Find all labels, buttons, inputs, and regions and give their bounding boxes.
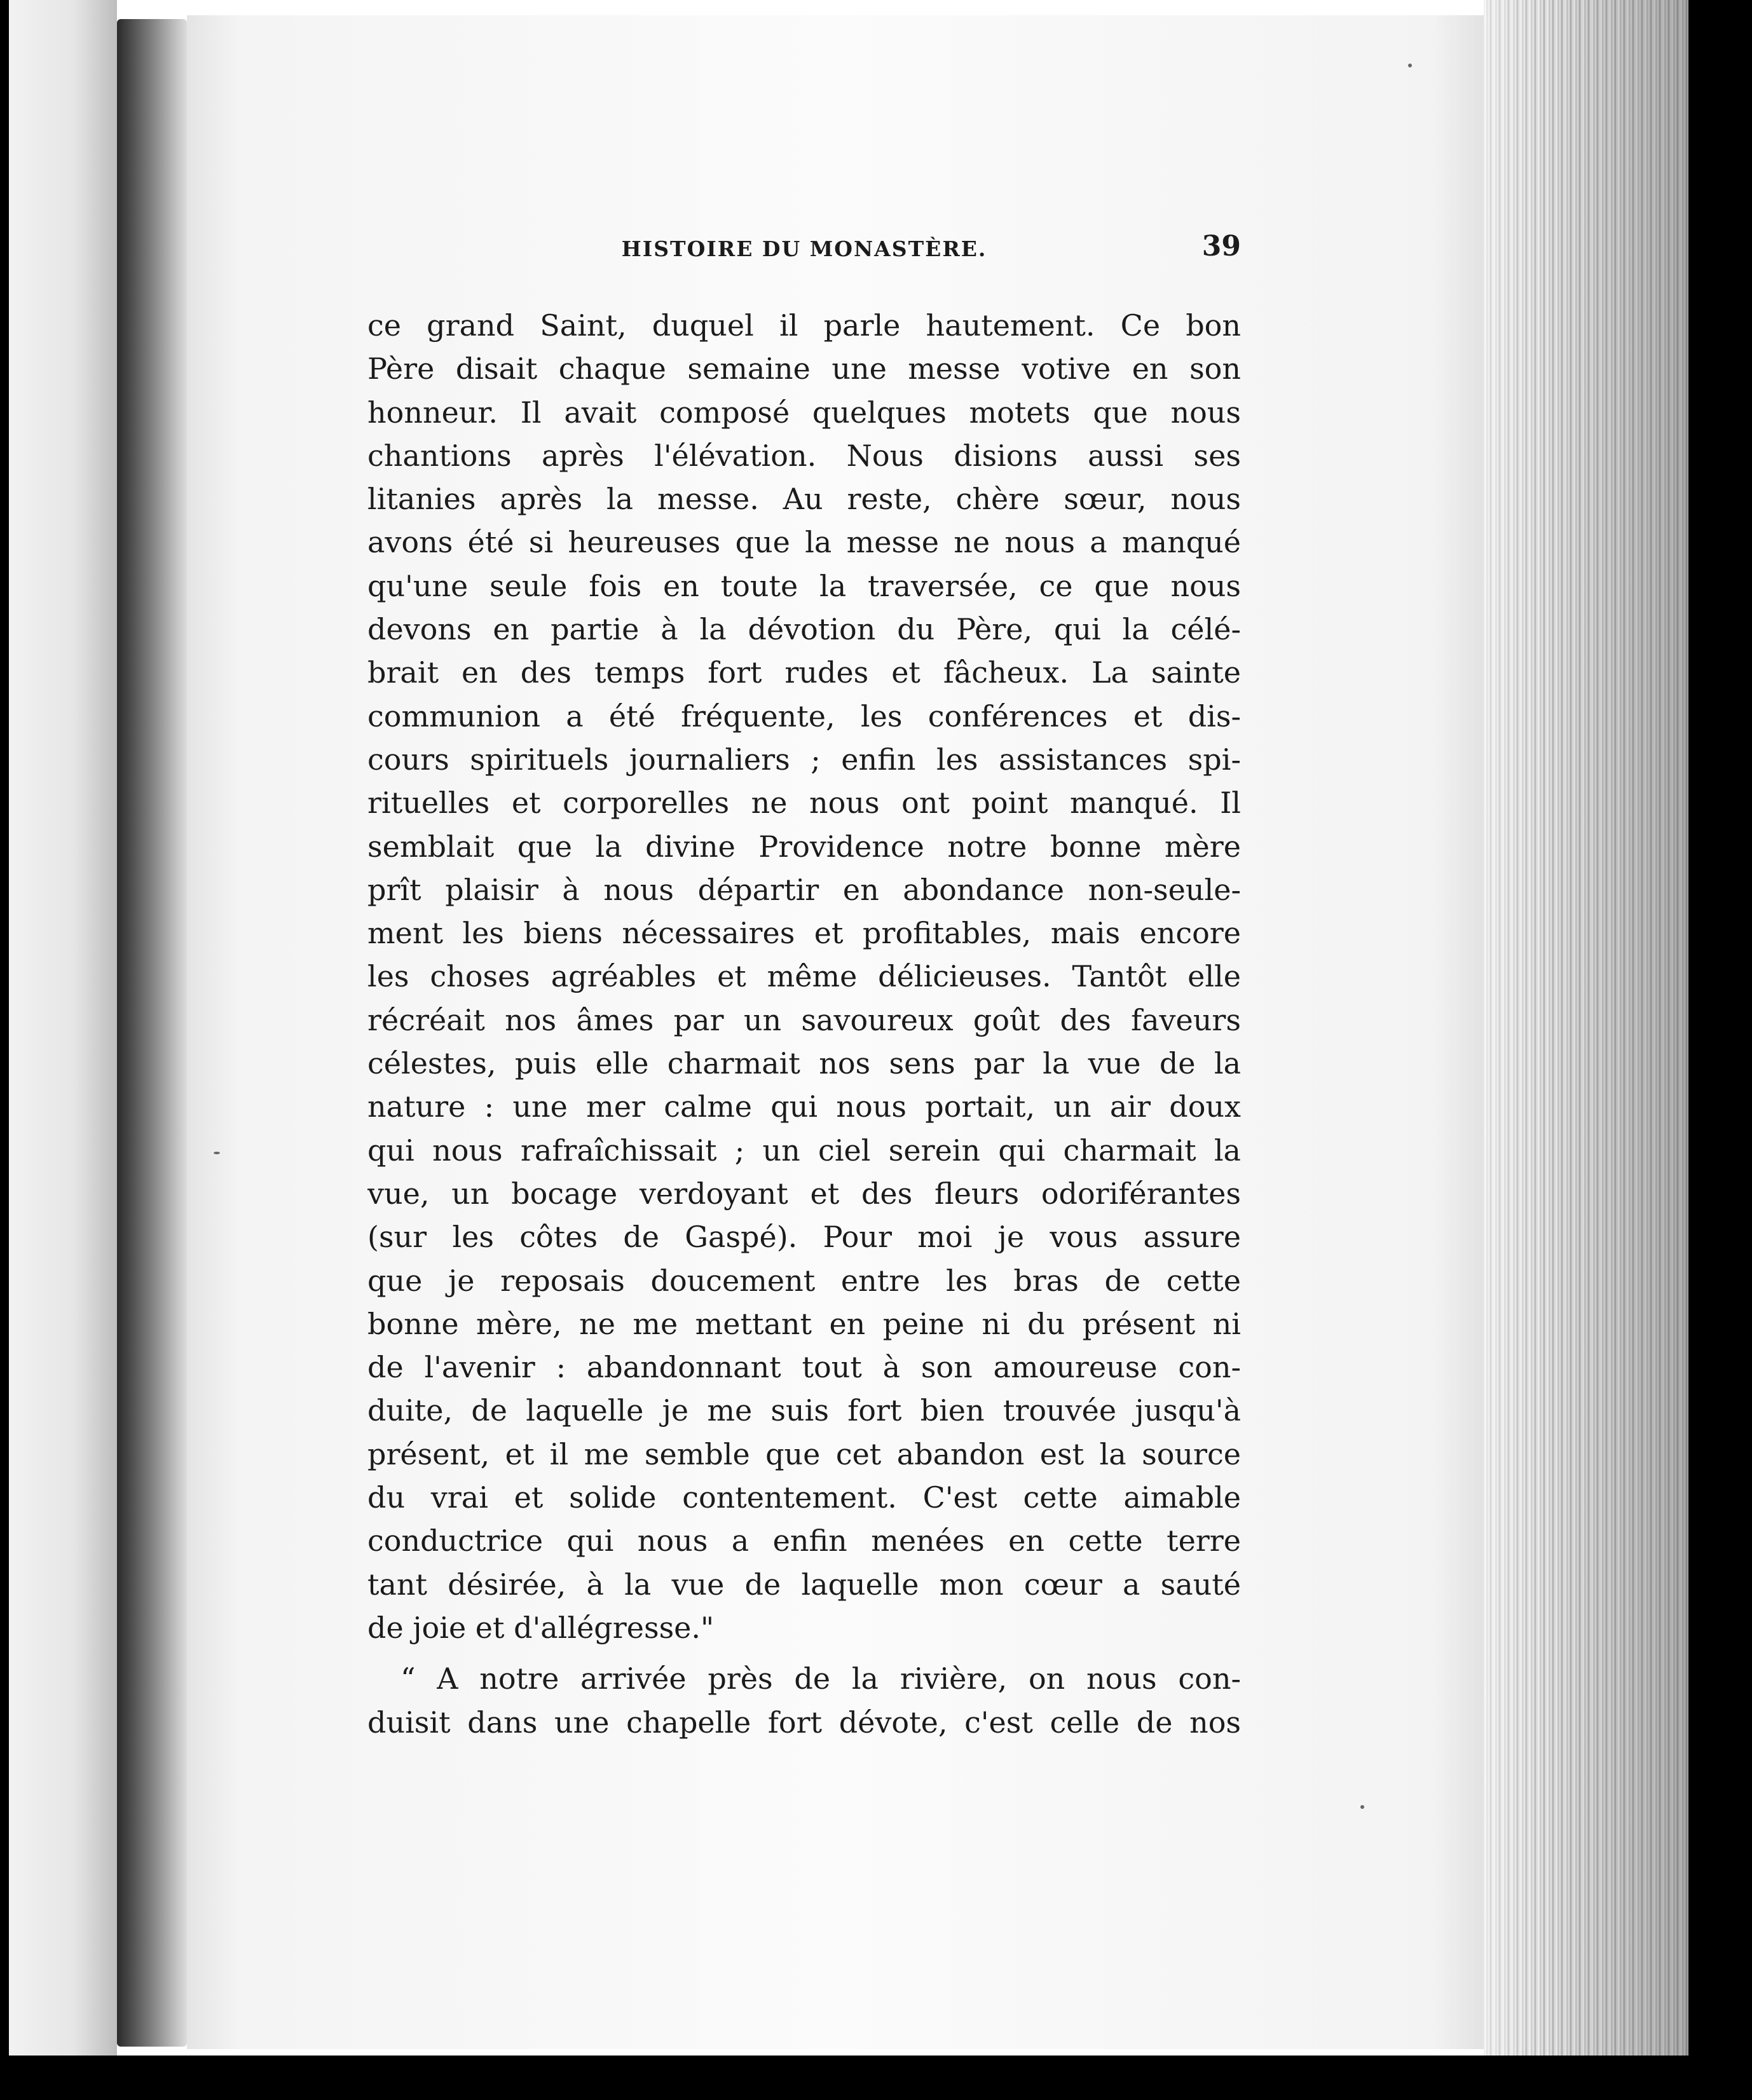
text-line: conductrice qui nous a enfin menées en cette terre [367,1524,1241,1558]
scan-speck [1360,1805,1364,1809]
page-number: 39 [1201,230,1241,262]
text-line: semblait que la divine Providence notre bonne mère [367,829,1241,864]
text-line: récréait nos âmes par un savoureux goût des faveurs [367,1002,1241,1037]
paragraph-2 [367,1657,1241,1744]
text-line: les choses agréables et même délicieuses. Tantôt elle [367,959,1241,994]
page-block-edges [1484,0,1688,2056]
text-line: présent, et il me semble que cet abandon est la source [367,1436,1241,1471]
film-border-left [0,0,9,2100]
text-line: ment les biens nécessaires et profitables, mais encore [367,916,1241,951]
text-line: honneur. Il avait composé quelques motets que nous [367,395,1241,430]
text-line: duisit dans une chapelle fort dévote, c'est celle de nos [367,1705,1241,1740]
running-head [367,230,1241,266]
text-line: qu'une seule fois en toute la traversée, ce que nous [367,568,1241,603]
text-line: rituelles et corporelles ne nous ont point manqué. Il [367,786,1241,821]
text-line: que je reposais doucement entre les bras de cette [367,1263,1241,1298]
text-line: ce grand Saint, duquel il parle hautement. Ce bon [367,308,1241,343]
text-line: nature : une mer calme qui nous portait, un air doux [367,1089,1241,1124]
text-block [367,230,1241,1744]
text-line: vue, un bocage verdoyant et des fleurs odoriférantes [367,1176,1241,1211]
text-line: qui nous rafraîchissait ; un ciel serein qui charmait la [367,1133,1241,1168]
text-line: brait en des temps fort rudes et fâcheux. La sainte [367,655,1241,690]
facing-page-edge [9,0,117,2056]
scan-speck [214,1152,220,1154]
text-line: célestes, puis elle charmait nos sens par la vue de la [367,1046,1241,1081]
book-gutter-shadow [117,19,187,2047]
text-line: de joie et d'allégresse." [367,1610,715,1645]
paragraph-spacer [367,1649,1241,1657]
text-line: “ A notre arrivée près de la rivière, on nous con- [400,1661,1241,1696]
text-line: litanies après la messe. Au reste, chère sœur, nous [367,482,1241,517]
film-border-right [1688,0,1752,2100]
text-line: chantions après l'élévation. Nous disions aussi ses [367,438,1241,473]
text-line: du vrai et solide contentement. C'est cette aimable [367,1480,1241,1515]
running-title: HISTOIRE DU MONASTÈRE. [621,236,987,261]
text-line: bonne mère, ne me mettant en peine ni du présent ni [367,1306,1241,1341]
text-line: tant désirée, à la vue de laquelle mon cœur a sauté [367,1567,1241,1602]
paragraph-1 [367,304,1241,1649]
film-border-bottom [0,2056,1752,2100]
text-line: de l'avenir : abandonnant tout à son amoureuse con- [367,1350,1241,1385]
text-line: cours spirituels journaliers ; enfin les assistances spi- [367,742,1241,777]
text-line: devons en partie à la dévotion du Père, qui la célé- [367,612,1241,647]
text-line: (sur les côtes de Gaspé). Pour moi je vous assure [367,1220,1241,1255]
text-line: duite, de laquelle je me suis fort bien trouvée jusqu'à [367,1393,1241,1428]
text-line: Père disait chaque semaine une messe votive en son [367,351,1241,386]
text-line: communion a été fréquente, les conférences et dis- [367,699,1241,733]
scan-speck [1408,64,1412,67]
text-line: prît plaisir à nous départir en abondance non-seule- [367,872,1241,907]
text-line: avons été si heureuses que la messe ne nous a manqué [367,525,1241,560]
